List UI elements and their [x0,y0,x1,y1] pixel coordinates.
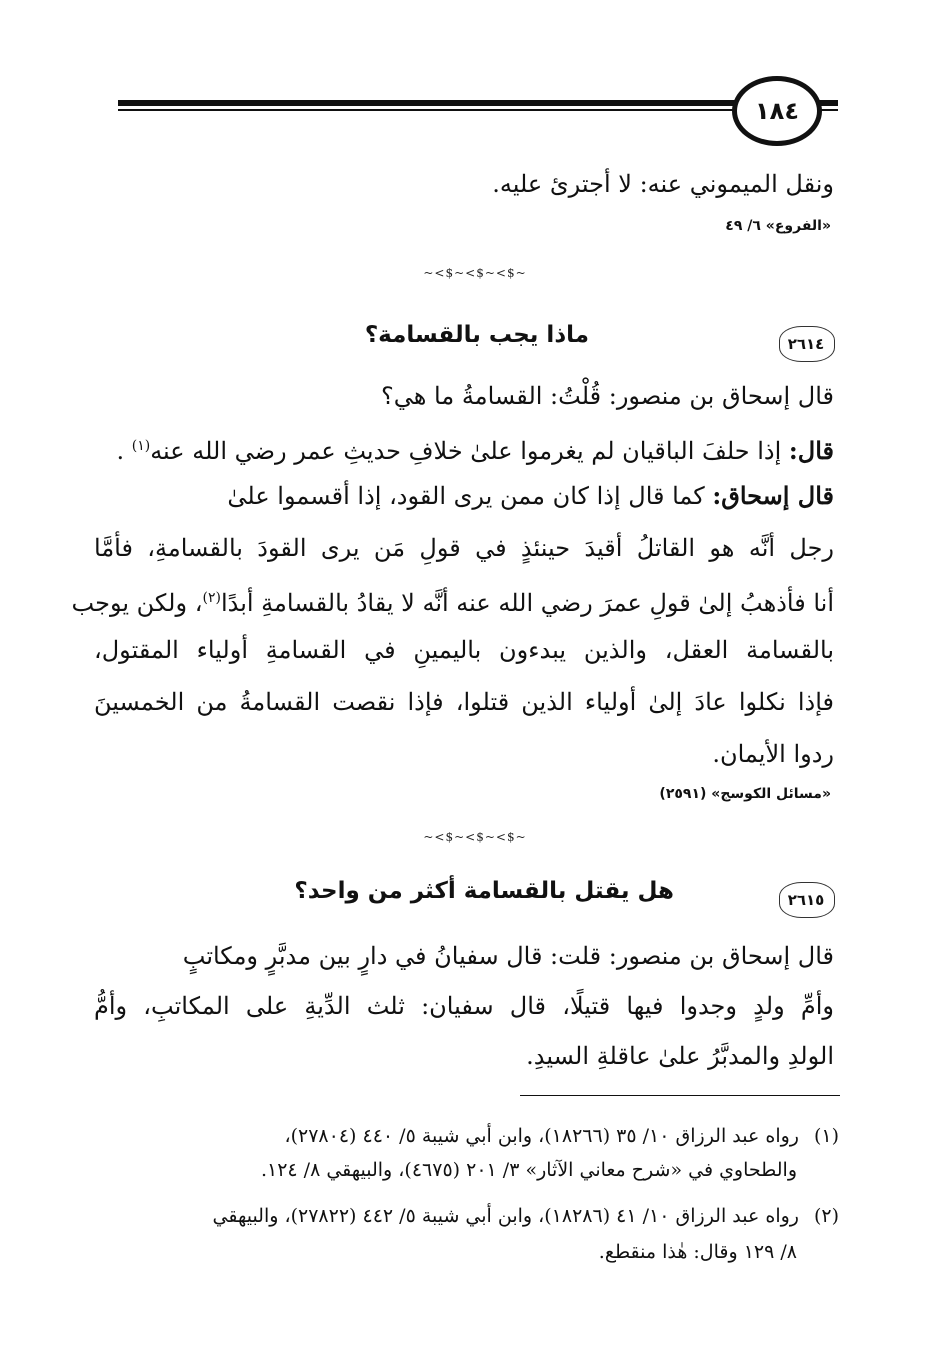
question-title: ماذا يجب بالقسامة؟ [364,322,589,348]
footnote-ref[interactable]: (١) [131,438,151,454]
text-line: وأمِّ ولدٍ وجدوا فيها قتيلًا، قال سفيان: ثلث الدِّيةِ على المكاتبِ، وأمُّ [94,992,834,1020]
text-line [94,480,834,512]
question-number-badge: ٢٦١٤ [777,326,835,362]
header-rule-thick [118,100,838,106]
text-line: قال: إذا حلفَ الباقيان لم يغرموا علىٰ خلافِ حديثِ عمر رضي الله عنه$^{(١)}$ . [116,436,834,465]
text-span: أنا فأذهبُ إلىٰ قولِ عمرَ رضي الله عنه أنَّه لا يقادُ بالقسامةِ أبدًا [220,589,834,617]
source-reference: «مسائل الكوسج» (٢٥٩١) [659,786,831,802]
header-rule [118,98,838,114]
text-line [71,582,834,619]
text-span: ، ولكن يوجب [71,589,203,617]
text-line: الولدِ والمدبَّرُ علىٰ عاقلةِ السيدِ. [526,1042,834,1070]
question-title: هل يقتل بالقسامة أكثر من واحد؟ [294,878,674,904]
source-reference: «الفروع» ٦/ ٤٩ [725,218,831,234]
speaker-label: قال إسحاق: [712,481,834,510]
section-divider-ornament: ~<$~<$~<$~ [423,830,527,844]
header-rule-thin [118,109,838,111]
text-line: ردوا الأيمان. [712,740,834,768]
text-span: إذا حلفَ الباقيان لم يغرموا علىٰ خلافِ حديثِ عمر رضي الله عنه [150,437,789,465]
text-span: كما قال إذا كان ممن يرى القود، إذا أقسموا علىٰ [227,482,713,510]
intro-line: ونقل الميموني عنه: لا أجترئ عليه. [492,170,834,198]
text-line: رجل أنَّه هو القاتلُ أقيدَ حينئذٍ في قولِ مَن يرى القودَ بالقسامةِ، فأمَّا [94,534,834,562]
text-line: بالقسامة العقل، والذين يبدءون باليمينِ في القسامةِ أولياء المقتول، [94,636,834,664]
text-line: قال إسحاق بن منصور: قُلْتُ: القسامةُ ما هي؟ [381,382,834,410]
footnote-separator [520,1095,840,1096]
text-line: قال إسحاق بن منصور: قلت: قال سفيانُ في دارٍ بين مدبَّرٍ ومكاتبٍ [182,942,834,970]
footnote-text: رواه عبد الرزاق ١٠/ ٤١ (١٨٢٨٦)، وابن أبي شيبة ٥/ ٤٤٢ (٢٧٨٢٢)، والبيهقي [212,1205,799,1227]
footnote-ref[interactable]: (٢) [202,590,221,606]
page-number: ١٨٤ [732,76,822,146]
footnote-1 [104,1120,839,1152]
section-divider-ornament: ~<$~<$~<$~ [423,266,527,280]
footnote-1-continued: والطحاوي في «شرح معاني الآثار» ٣/ ٢٠١ (٤٦٧٥)، والبيهقي ٨/ ١٢٤. [260,1159,797,1181]
question-number-badge: ٢٦١٥ [777,882,835,918]
footnote-number: (٢) [813,1205,839,1227]
footnote-text: رواه عبد الرزاق ١٠/ ٣٥ (١٨٢٦٦)، وابن أبي شيبة ٥/ ٤٤٠ (٢٧٨٠٤)، [284,1125,799,1147]
footnote-number: (١) [813,1125,839,1147]
speaker-label: قال: [788,436,834,465]
footnote-2-continued: ٨/ ١٢٩ وقال: هٰذا منقطع. [598,1241,797,1263]
footnote-2 [104,1200,839,1232]
text-line: فإذا نكلوا عادَ إلىٰ أولياء الذين قتلوا، فإذا نقصت القسامةُ من الخمسينَ [94,688,834,716]
